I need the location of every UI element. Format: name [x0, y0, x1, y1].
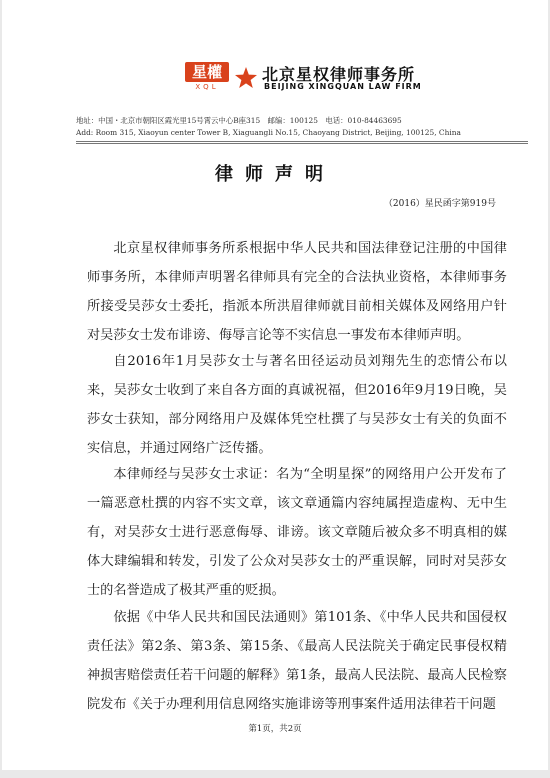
firm-name-cn: 北京星权律师事务所: [262, 65, 416, 84]
firm-name-en: BEIJING XINGQUAN LAW FIRM: [264, 82, 422, 91]
header-divider: [76, 141, 528, 142]
page-footer: 第1页，共2页: [248, 724, 302, 734]
star-icon: [234, 66, 258, 90]
paragraph-4: 依据《中华人民共和国民法通则》第101条、《中华人民共和国侵权责任法》第2条、第3条、第15条、《最高人民法院关于确定民事侵权精神损害赔偿责任若干问题的解释》第1条，最高人民法院、最高人民检察院发布《关于办理利用信息网络实施诽谤等刑事案件适用法律若干问题: [87, 610, 507, 712]
paragraph-1: 北京星权律师事务所系根据中华人民共和国法律登记注册的中国律师事务所，本律师声明署名律师具有完全的合法执业资格，本律师事务所接受吴莎女士委托，指派本所洪眉律师就目前相关媒体及网络用户针对吴莎女士发布诽谤、侮辱言论等不实信息一事发布本律师声明。: [87, 241, 507, 343]
firm-logo: [185, 62, 233, 92]
letterhead: [2, 62, 548, 92]
reference-number: （2016）星民函字第919号: [383, 199, 496, 209]
logo-subtext: XQL: [195, 83, 219, 91]
paragraph-3: 本律师经与吴莎女士求证：名为“全明星探”的网络用户公开发布了一篇恶意杜撰的内容不实文章，该文章通篇内容纯属捏造虚构、无中生有，对吴莎女士进行恶意侮辱、诽谤。该文章随后被众多不明真相的媒体大肆编辑和转发，引发了公众对吴莎女士的严重误解，同时对吴莎女士的名誉造成了极其严重的贬损。: [87, 467, 507, 598]
paragraph-2: 自2016年1月吴莎女士与著名田径运动员刘翔先生的恋情公布以来，吴莎女士收到了来自各方面的真诚祝福，但2016年9月19日晚，吴莎女士获知，部分网络用户及媒体凭空杜撰了与吴莎女士有关的负面不实信息，并通过网络广泛传播。: [87, 354, 507, 456]
address-en: Add: Room 315, Xiaoyun center Tower B, Xiaguangli No.15, Chaoyang District, Beijing, 100125, China: [76, 128, 461, 137]
document-page: [2, 0, 548, 770]
logo-mark: 星權: [185, 62, 229, 82]
header-divider-secondary: [76, 143, 528, 144]
address-cn: 地址：中国・北京市朝阳区霞光里15号霄云中心B座315 邮编：100125 电话：010-84463695: [76, 116, 402, 125]
document-title: 律师声明: [215, 164, 335, 185]
